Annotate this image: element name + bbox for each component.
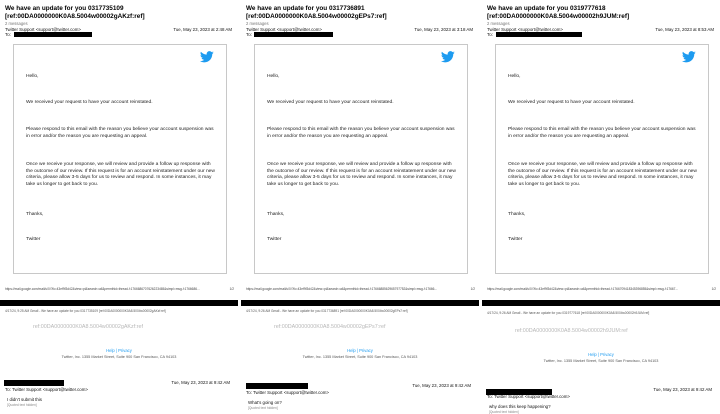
reply-date: Tue, May 23, 2023 at 9:42 AM (412, 383, 471, 388)
body-review-info: Once we receive your response, we will review and provide a follow up response with the outcome of our review. If this request is for an account reinstatement under our new criteria, please allow 3-5 days for us to review and respond. In some instances, it may take us longer to get back to you. (267, 162, 456, 187)
redaction-bar (482, 300, 720, 306)
print-url: https://mail.google.com/mail/u/0/?ik=43ef9f3d42&view=pt&search=all&permthid=thread-f:1766688562965797752&simpl=msg-f:17666... (246, 287, 438, 291)
reply-to-label: To: (487, 394, 494, 399)
email-subject: We have an update for you 0317735109 [ref:00DA0000000K0A8.5004w00002gAKzf:ref] (5, 5, 145, 20)
body-received: We received your request to have your account reinstated. (508, 100, 635, 105)
footer-links[interactable]: Help | Privacy (106, 348, 132, 353)
reply-message (241, 381, 479, 414)
footer-address: Twitter, Inc. 1355 Market Street, Suite 900 San Francisco, CA 94103 (61, 355, 177, 359)
email-date: Tue, May 23, 2023 at 8:53 AM (655, 27, 714, 32)
reply-to-label: To: (246, 390, 253, 395)
body-received: We received your request to have your account reinstated. (26, 100, 153, 105)
quoted-text-toggle[interactable]: [Quoted text hidden] (489, 410, 519, 414)
recipient-label: To: (487, 32, 493, 37)
reply-text: What's going on? (248, 400, 282, 405)
email-page-2 (482, 310, 720, 381)
page-number: 1/2 (470, 287, 475, 291)
body-greeting: Hello, (26, 74, 39, 79)
reply-text: I didn't submit this (7, 397, 43, 402)
body-received: We received your request to have your account reinstated. (267, 100, 394, 105)
email-page-1 (241, 0, 479, 300)
body-greeting: Hello, (267, 74, 280, 79)
page-header: 4/17/24, 9:26 AM Gmail - We have an update for you 0319777618 [ref:00DA0000000K0A8.5004w00002h9JUM:ref] (487, 311, 650, 315)
twitter-bird-icon (682, 51, 696, 63)
page-number: 1/2 (229, 287, 234, 291)
reply-to-label: To: (5, 387, 12, 392)
print-url: https://mail.google.com/mail/u/0/?ik=43ef9f3d42&view=pt&search=all&permthid=thread-f:1766709418345396855&simpl=msg-f:17667... (487, 287, 679, 291)
reply-recipient: Twitter Support <support@twitter.com> (494, 394, 570, 399)
redacted-recipient (496, 32, 582, 37)
redacted-sender (246, 383, 308, 389)
email-printout (482, 0, 720, 414)
email-page-2 (241, 306, 479, 377)
body-signoff: Twitter (508, 237, 523, 242)
email-printout (241, 0, 479, 414)
reply-date: Tue, May 23, 2023 at 9:42 AM (653, 387, 712, 392)
footer-links[interactable]: Help | Privacy (588, 352, 614, 357)
reply-message (482, 385, 720, 414)
footer-links[interactable]: Help | Privacy (347, 348, 373, 353)
body-respond: Please respond to this email with the reason you believe your account suspension was in error and/or the reason you are requesting an appeal. (26, 127, 214, 139)
sender: Twitter Support <support@twitter.com> (487, 27, 563, 32)
email-date: Tue, May 23, 2023 at 3:18 AM (414, 27, 473, 32)
ref-code: ref:00DA0000000K0A8.5004w00002gEPs7:ref (274, 324, 386, 330)
ref-code: ref:00DA0000000K0A8.5004w00002gAKzf:ref (33, 324, 143, 330)
reply-text: why does this keep happening? (489, 404, 551, 409)
body-thanks: Thanks, (26, 212, 44, 217)
body-respond: Please respond to this email with the reason you believe your account suspension was in error and/or the reason you are requesting an appeal. (267, 127, 455, 139)
email-page-2 (0, 306, 238, 377)
email-subject: We have an update for you 0319777618 [ref:00DA0000000K0A8.5004w00002h9JUM:ref] (487, 5, 630, 20)
page-header: 4/17/24, 9:26 AM Gmail - We have an update for you 0317736891 [ref:00DA0000000K0A8.5004w00002gEPs7:ref] (246, 309, 408, 313)
print-url: https://mail.google.com/mail/u/0/?ik=43ef9f3d42&view=pt&search=all&permthid=thread-f:1766686707626223465&simpl=msg-f:1766686... (5, 287, 200, 291)
reply-to-line (5, 387, 88, 392)
reply-to-line (487, 394, 570, 399)
footer-address: Twitter, Inc. 1355 Market Street, Suite 900 San Francisco, CA 94103 (543, 359, 659, 363)
email-page-1 (0, 0, 238, 300)
redacted-sender (4, 380, 64, 386)
body-respond: Please respond to this email with the reason you believe your account suspension was in error and/or the reason you are requesting an appeal. (508, 127, 696, 139)
body-review-info: Once we receive your response, we will review and provide a follow up response with the outcome of our review. If this request is for an account reinstatement under our new criteria, please allow 3-5 days for us to review and respond. In some instances, it may take us longer to get back to you. (26, 162, 215, 187)
body-thanks: Thanks, (267, 212, 285, 217)
sender: Twitter Support <support@twitter.com> (5, 27, 81, 32)
page-header: 4/17/24, 9:25 AM Gmail - We have an update for you 0317735109 [ref:00DA0000000K0A8.5004w00002gAKzf:ref] (5, 309, 166, 313)
recipient-label: To: (5, 32, 11, 37)
email-date: Tue, May 23, 2023 at 2:48 AM (173, 27, 232, 32)
body-greeting: Hello, (508, 74, 521, 79)
email-body-card (495, 44, 709, 274)
footer-address: Twitter, Inc. 1355 Market Street, Suite 900 San Francisco, CA 94103 (302, 355, 418, 359)
body-signoff: Twitter (26, 237, 41, 242)
quoted-text-toggle[interactable]: [Quoted text hidden] (248, 406, 278, 410)
email-page-1 (482, 0, 720, 300)
redacted-recipient (254, 32, 333, 37)
message-count: 2 messages (487, 21, 510, 26)
reply-message (0, 378, 238, 411)
body-signoff: Twitter (267, 237, 282, 242)
reply-recipient: Twitter Support <support@twitter.com> (12, 387, 88, 392)
email-subject: We have an update for you 0317736891 [ref:00DA0000000K0A8.5004w00002gEPs7:ref] (246, 5, 387, 20)
recipient-label: To: (246, 32, 252, 37)
email-body-card (254, 44, 468, 274)
page-number: 1/2 (711, 287, 716, 291)
message-count: 2 messages (5, 21, 28, 26)
reply-to-line (246, 390, 329, 395)
redacted-recipient (14, 32, 92, 37)
body-review-info: Once we receive your response, we will review and provide a follow up response with the outcome of our review. If this request is for an account reinstatement under our new criteria, please allow 3-5 days for us to review and respond. In some instances, it may take us longer to get back to you. (508, 162, 697, 187)
message-count: 2 messages (246, 21, 269, 26)
reply-recipient: Twitter Support <support@twitter.com> (253, 390, 329, 395)
email-body-card (13, 44, 227, 274)
ref-code: ref:00DA0000000K0A8.5004w00002h9JUM:ref (515, 328, 628, 334)
quoted-text-toggle[interactable]: [Quoted text hidden] (7, 403, 37, 407)
email-printout (0, 0, 238, 414)
body-thanks: Thanks, (508, 212, 526, 217)
twitter-bird-icon (200, 51, 214, 63)
sender: Twitter Support <support@twitter.com> (246, 27, 322, 32)
reply-date: Tue, May 23, 2023 at 9:42 AM (171, 380, 230, 385)
twitter-bird-icon (441, 51, 455, 63)
